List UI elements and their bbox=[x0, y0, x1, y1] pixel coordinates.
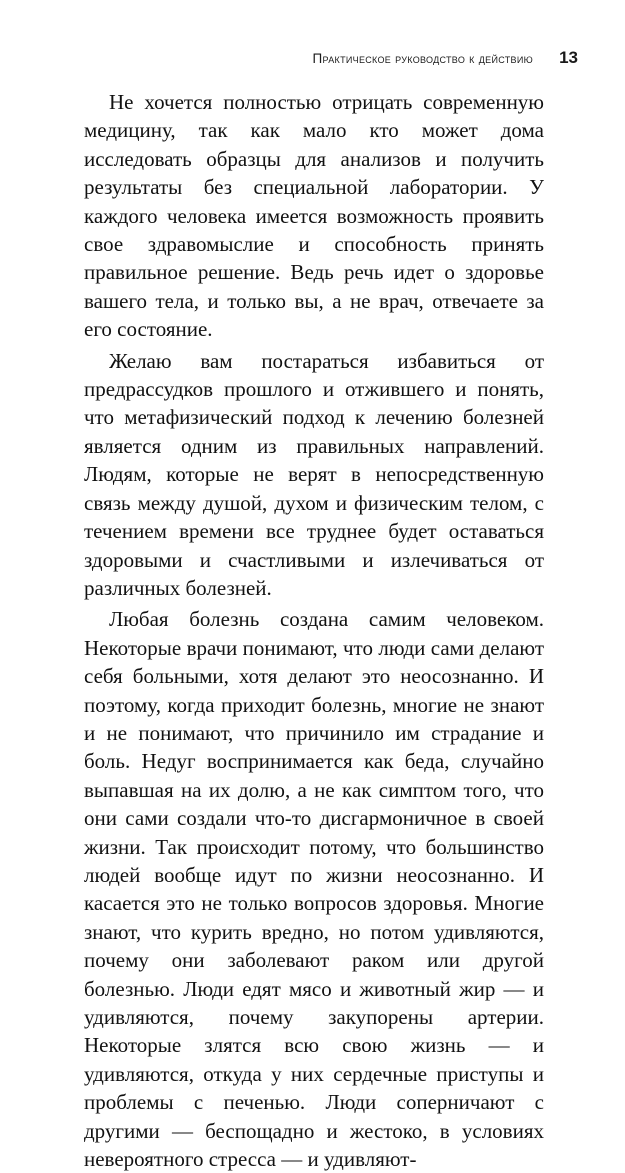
body-text bbox=[84, 88, 544, 1173]
paragraph: Не хочется полностью отрицать современную медицину, так как мало кто может дома исследовать образцы для анализов и получить результаты без специальной лаборатории. У каждого человека имеется возможность проявить свое здравомыслие и способность принять правильное решение. Ведь речь идет о здоровье вашего тела, и только вы, а не врач, отвечаете за его состояние. bbox=[84, 90, 544, 342]
paragraph: Любая болезнь создана самим человеком. Некоторые врачи понимают, что люди сами делают себя больными, хотя делают это неосознанно. И поэтому, когда приходит болезнь, многие не знают и не понимают, что причинило им страдание и боль. Недуг воспринимается как беда, случайно выпавшая на их долю, а не как симптом того, что они сами создали что-то дисгармоничное в своей жизни. Так происходит потому, что большинство людей вообще идут по жизни неосознанно. И касается это не только вопросов здоровья. Многие знают, что курить вредно, но потом удивляются, почему они заболевают раком или другой болезнью. Люди едят мясо и животный жир — и удивляются, почему закупорены артерии. Некоторые злятся всю свою жизнь — и удивляются, откуда у них сердечные приступы и проблемы с печенью. Люди соперничают с другими — беспощадно и жестоко, в условиях невероятного стресса — и удивляют- bbox=[84, 607, 544, 1172]
page-number: 13 bbox=[559, 48, 578, 67]
running-head-title: Практическое руководство к действию bbox=[312, 51, 533, 66]
paragraph: Желаю вам постараться избавиться от предрассудков прошлого и отжившего и понять, что метафизический подход к лечению болезней является одним из правильных направлений. Людям, которые не верят в непосредственную связь между душой, духом и физическим телом, с течением времени все труднее будет оставаться здоровыми и счастливыми и излечиваться от различных болезней. bbox=[84, 348, 544, 600]
running-head bbox=[0, 47, 598, 73]
